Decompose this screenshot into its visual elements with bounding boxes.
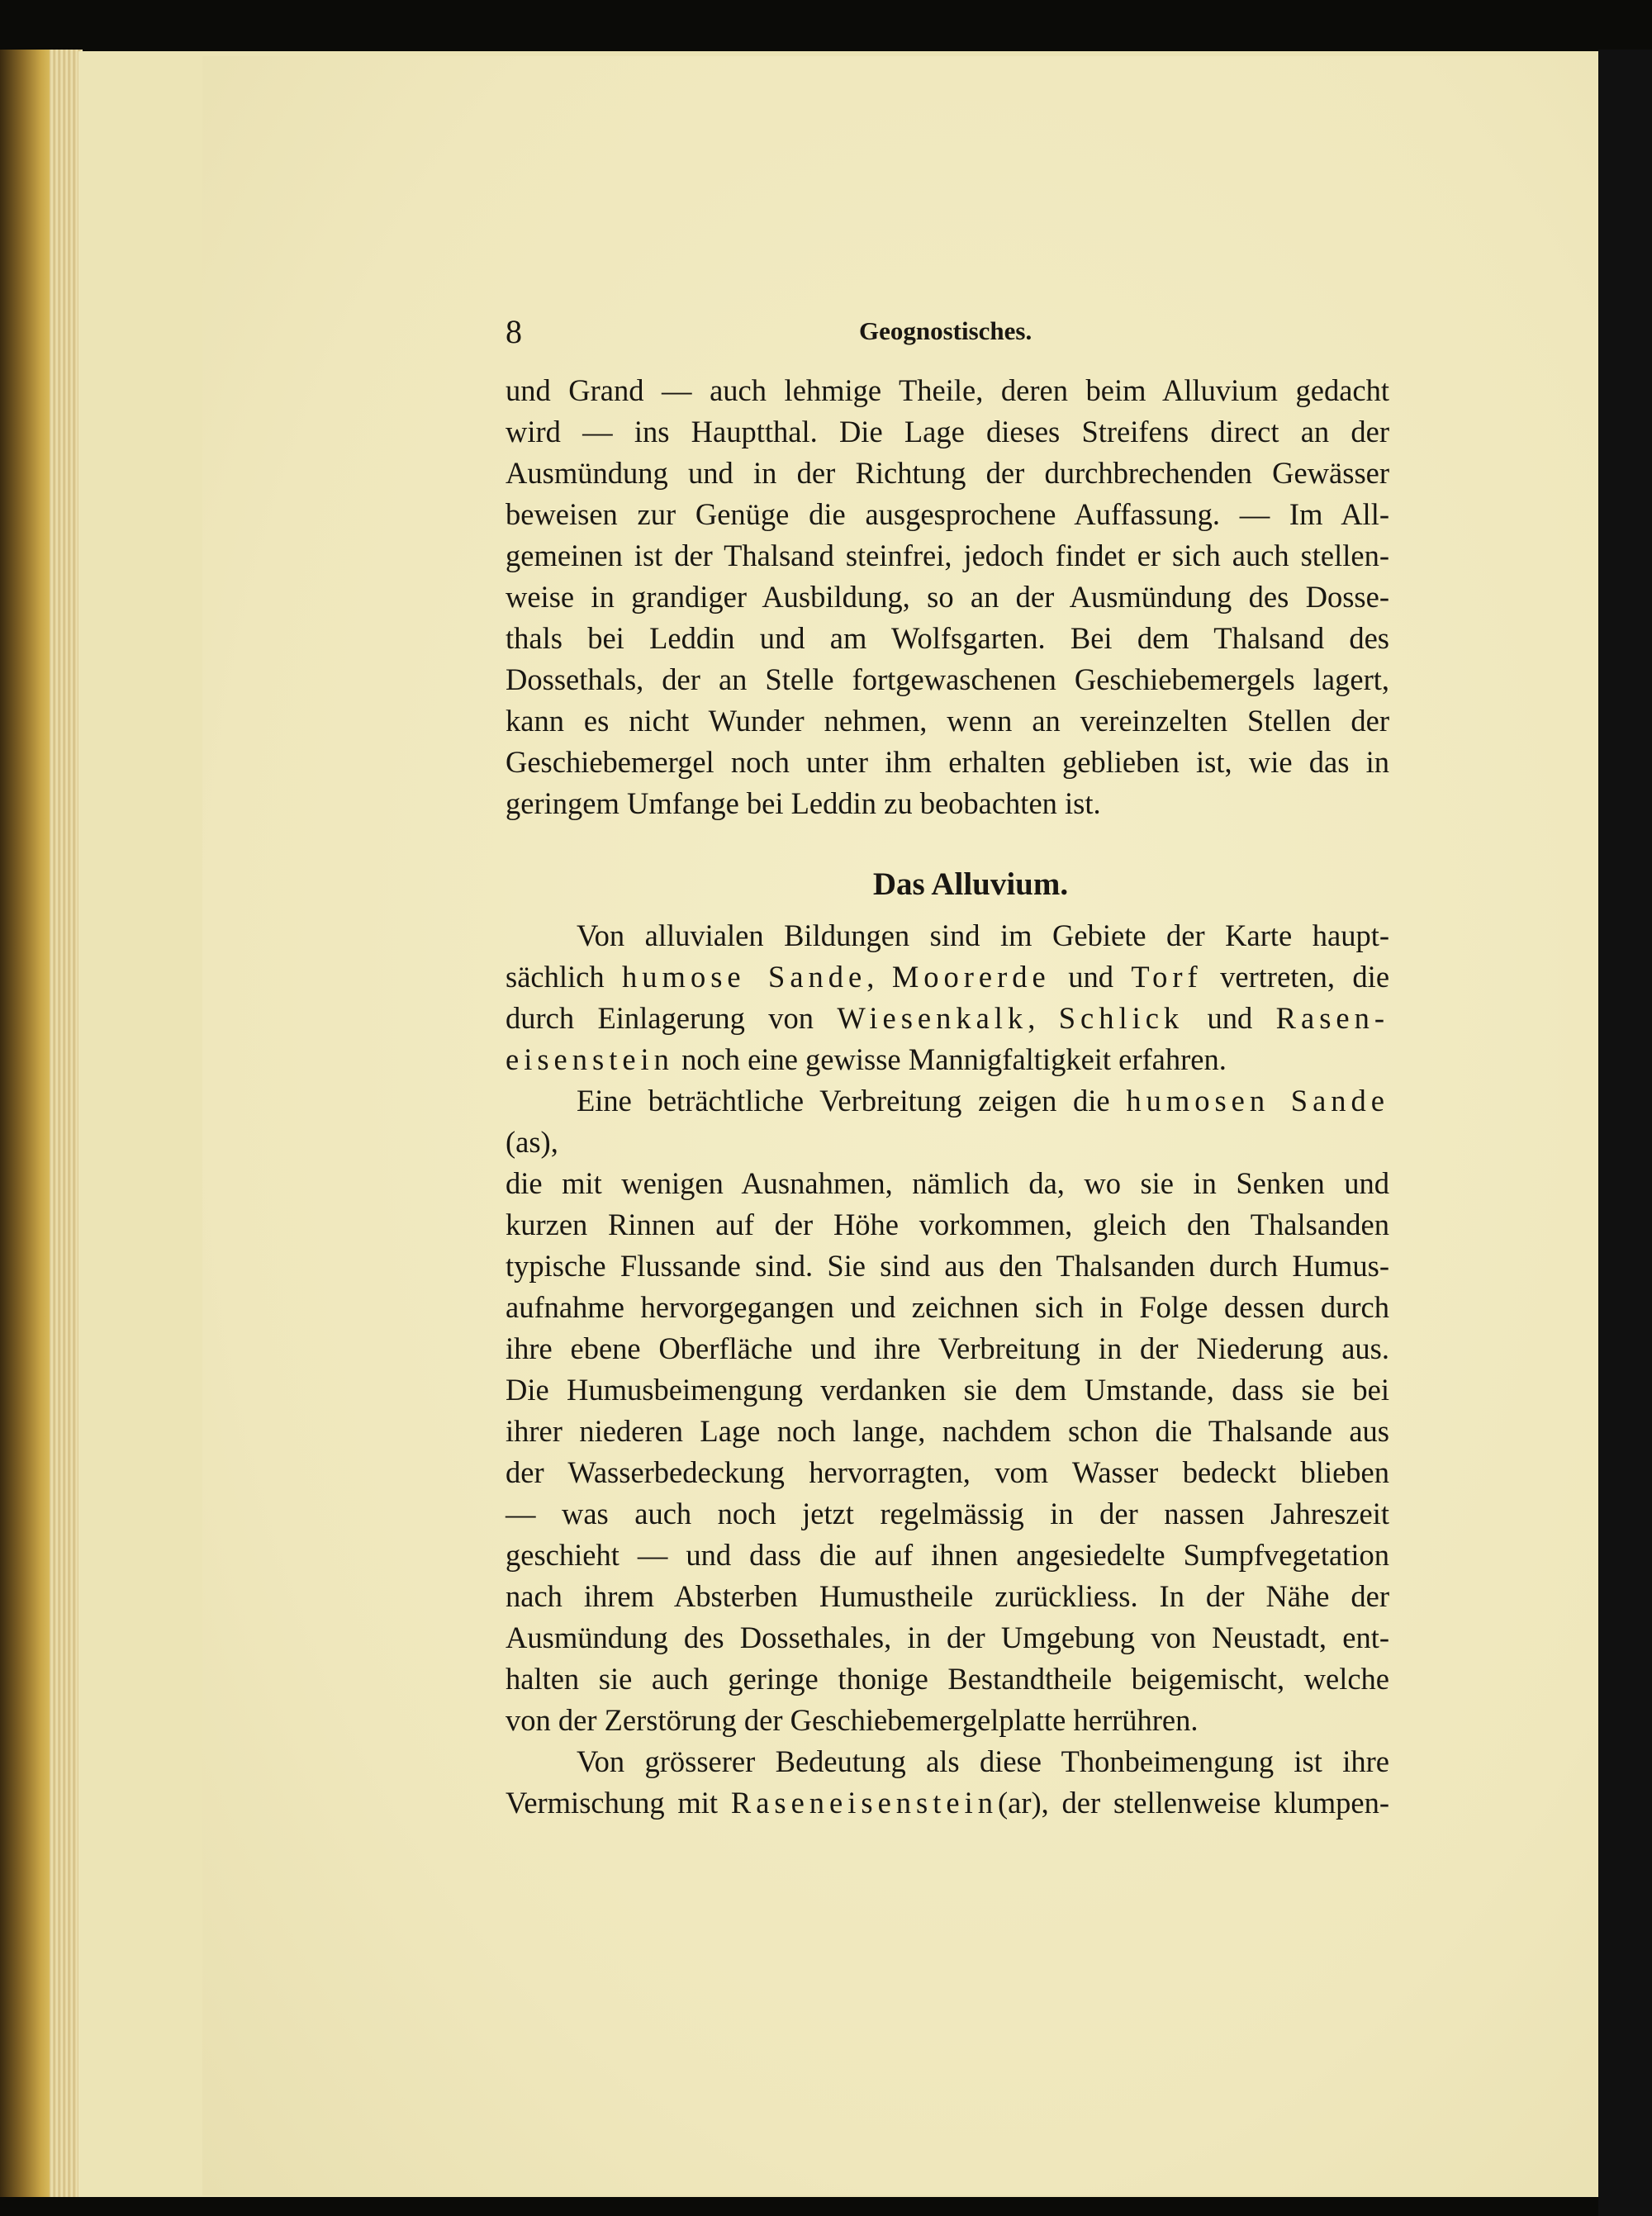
text-line: kurzen Rinnen auf der Höhe vorkommen, gleich den Thalsanden (506, 1208, 1389, 1241)
text-span: vertreten, die (1220, 960, 1390, 994)
text-span: und (1068, 960, 1113, 994)
text-line: geschieht — und dass die auf ihnen angesiedelte Sumpfvegetation (506, 1538, 1389, 1572)
text-line (506, 1080, 1389, 1163)
text-line (506, 998, 1389, 1039)
page-number: 8 (506, 313, 522, 350)
text-line: — was auch noch jetzt regelmässig in der nassen Jahreszeit (506, 1497, 1389, 1530)
text-line: und Grand — auch lehmige Theile, deren beim Alluvium gedacht (506, 373, 1389, 407)
spaced-term: Moorerde (891, 960, 1051, 994)
spaced-term: Wiesenkalk (837, 1001, 1028, 1035)
running-head: Geognostisches. (859, 316, 1032, 345)
text-line: die mit wenigen Ausnahmen, nämlich da, wo sie in Senken und (506, 1166, 1389, 1200)
text-line: von der Zerstörung der Geschiebemergelplatte herrühren. (506, 1703, 1199, 1737)
text-line: Von grösserer Bedeutung als diese Thonbeimengung ist ihre (577, 1744, 1389, 1778)
text-line: kann es nicht Wunder nehmen, wenn an vereinzelten Stellen der (506, 704, 1389, 738)
text-line: Ausmündung des Dossethales, in der Umgebung von Neustadt, ent- (506, 1620, 1389, 1654)
text-line: Ausmündung und in der Richtung der durchbrechenden Gewässer (506, 456, 1389, 490)
text-line (506, 1039, 1389, 1080)
text-span: (ar), der stellenweise klumpen- (997, 1786, 1389, 1820)
text-span: , (866, 960, 875, 994)
text-line: Dossethals, der an Stelle fortgewaschenen Geschiebemergels lagert, (506, 662, 1389, 696)
text-line: der Wasserbedeckung hervorragten, vom Wasser bedeckt blieben (506, 1455, 1389, 1489)
text-line: halten sie auch geringe thonige Bestandtheile beigemischt, welche (506, 1662, 1389, 1696)
text-line: weise in grandiger Ausbildung, so an der Ausmündung des Dosse- (506, 580, 1389, 614)
text-line: wird — ins Hauptthal. Die Lage dieses Streifens direct an der (506, 415, 1389, 448)
text-line: Von alluvialen Bildungen sind im Gebiete der Karte haupt- (577, 918, 1389, 952)
text-line: Die Humusbeimengung verdanken sie dem Umstande, dass sie bei (506, 1373, 1389, 1407)
text-line (506, 1782, 1389, 1824)
text-span: sächlich (506, 960, 605, 994)
text-line (506, 956, 1389, 998)
text-span: Eine beträchtliche Verbreitung zeigen die (577, 1084, 1110, 1117)
text-line: beweisen zur Genüge die ausgesprochene Auffassung. — Im All- (506, 497, 1389, 531)
text-line: thals bei Leddin und am Wolfsgarten. Bei dem Thalsand des (506, 621, 1389, 655)
spaced-term: Raseneisenstein (730, 1786, 998, 1820)
spaced-term: humosen Sande (1126, 1084, 1390, 1117)
text-line: nach ihrem Absterben Humustheile zurückliess. In der Nähe der (506, 1579, 1389, 1613)
text-line: ihrer niederen Lage noch lange, nachdem schon die Thalsande aus (506, 1414, 1389, 1448)
section-heading: Das Alluvium. (872, 866, 1069, 902)
text-line: typische Flussande sind. Sie sind aus den Thalsanden durch Humus- (506, 1249, 1389, 1283)
text-line: Geschiebemergel noch unter ihm erhalten geblieben ist, wie das in (506, 745, 1389, 779)
text-span: und (1207, 1001, 1253, 1035)
spaced-term: Torf (1131, 960, 1203, 994)
page-edges (50, 50, 83, 2197)
text-line: aufnahme hervorgegangen und zeichnen sich in Folge dessen durch (506, 1290, 1389, 1324)
right-shadow (1598, 50, 1652, 2216)
text-line: ihre ebene Oberfläche und ihre Verbreitung in der Niederung aus. (506, 1331, 1389, 1365)
text-line: gemeinen ist der Thalsand steinfrei, jedoch findet er sich auch stellen- (506, 539, 1389, 572)
text-span: Vermischung mit (506, 1786, 719, 1820)
spaced-term: eisenstein (506, 1042, 674, 1076)
spaced-term: Schlick (1058, 1001, 1184, 1035)
text-span: , (1028, 1001, 1036, 1035)
body-text (506, 915, 1389, 1824)
spaced-term: humose Sande (622, 960, 867, 994)
text-line: geringem Umfange bei Leddin zu beobachten ist. (506, 786, 1101, 820)
text-span: noch eine gewisse Mannigfaltigkeit erfahren. (681, 1042, 1227, 1076)
spaced-term: Rasen- (1275, 1001, 1390, 1035)
text-span: durch Einlagerung von (506, 1001, 814, 1035)
paragraph-1 (506, 370, 1389, 824)
text-span: (as), (506, 1125, 558, 1159)
